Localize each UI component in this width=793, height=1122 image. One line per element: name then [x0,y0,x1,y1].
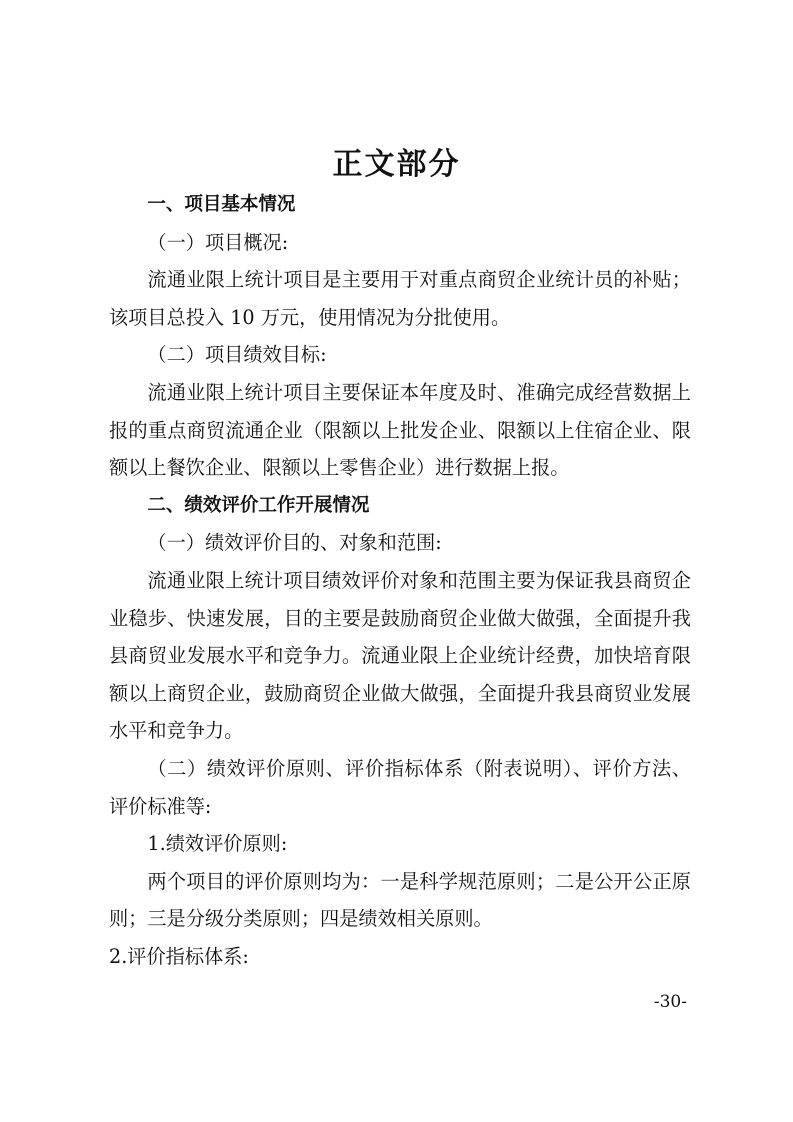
body-paragraph: 流通业限上统计项目绩效评价对象和范围主要为保证我县商贸企业稳步、快速发展，目的主要是鼓励商贸企业做大做强，全面提升我县商贸业发展水平和竞争力。流通业限上企业统计经费，加快培育限额以上商贸企业，鼓励商贸企业做大做强，全面提升我县商贸业发展水平和竞争力。 [109,568,691,743]
body-paragraph: 流通业限上统计项目主要保证本年度及时、准确完成经营数据上报的重点商贸流通企业（限额以上批发企业、限额以上住宿企业、限额以上餐饮企业、限额以上零售企业）进行数据上报。 [109,380,691,480]
subsection-heading: （一）绩效评价目的、对象和范围: [147,531,442,555]
section-heading: 二、绩效评价工作开展情况 [147,494,370,516]
list-item-heading: 1.绩效评价原则: [147,832,288,856]
page-number: -30- [653,992,687,1012]
document-body [109,186,691,975]
section-heading: 一、项目基本情况 [147,194,296,215]
body-paragraph: 流通业限上统计项目是主要用于对重点商贸企业统计员的补贴；该项目总投入 10 万元，使用情况为分批使用。 [109,268,691,329]
page-title: 正文部分 [332,147,461,182]
body-paragraph: 两个项目的评价原则均为：一是科学规范原则；二是公开公正原则；三是分级分类原则；四是绩效相关原则。 [109,869,691,931]
subsection-heading: （一）项目概况: [147,230,289,254]
subsection-heading: （二）项目绩效目标: [147,343,327,367]
subsection-heading: （二）绩效评价原则、评价指标体系（附表说明）、评价方法、评价标准等: [109,756,691,818]
list-item-heading: 2.评价指标体系: [109,944,249,968]
